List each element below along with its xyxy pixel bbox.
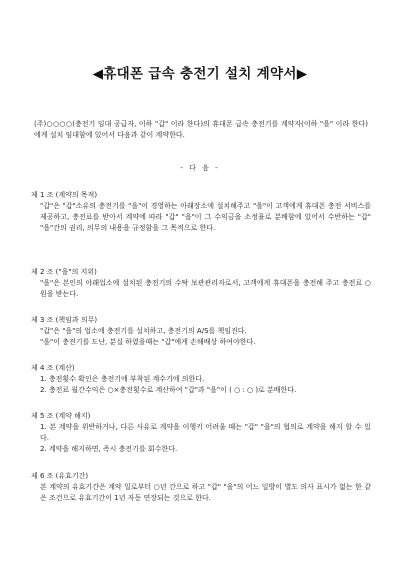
article-3-line-2: "을"이 충전기를 도난, 분실 하였을때는 "갑"에게 손해배상 하여야한다.	[40, 338, 256, 346]
article-3	[31, 315, 371, 348]
article-5	[31, 411, 371, 455]
article-5-heading: 제 5 조 (계약 해지)	[31, 412, 91, 420]
article-1-heading: 제 1 조 (계약의 목적)	[31, 191, 98, 199]
document-title: ◀휴대폰 급속 충전기 설치 계약서▶	[92, 66, 308, 82]
list-item: 1. 본 계약을 위반하거나, 다른 사유로 계약을 이행키 어려울 때는 "갑" "을"의 협의로 계약을 해지 할 수 있다.	[40, 423, 371, 442]
center-heading: - 다 음 -	[180, 164, 220, 172]
article-2	[31, 267, 371, 300]
intro-paragraph	[34, 119, 368, 141]
article-6-body: 본 계약의 유효기간은 계약 일로부터 ○년 간으로 하고 "갑" "을"의 어느 일방이 별도 의사 표시가 없는 한 같은 조건으로 유효기간이 1년 자동 연장되는 것으로 한다.	[40, 483, 371, 502]
article-6	[31, 471, 371, 504]
article-1-body: "갑"은 "갑"소유의 충전기를 "을"이 경영하는 아래장소에 설치해주고 "을"이 고객에게 휴대폰 충전 서비스를 제공하고, 충전료를 받아서 계약에 따라 "갑" "을"이 그 수익금을 소정율로 분배함에 있어서 수반하는 "갑" "을"간의 권리, 의무의 내용을 규정함을 그 목적으로 한다.	[40, 202, 371, 232]
list-item: 1. 충전횟수 확인은 충전기에 부착된 계수기에 의한다.	[40, 375, 205, 383]
list-item: 2. 계약을 해지하면, 즉시 충전기를 회수한다.	[40, 445, 178, 453]
article-2-body: "을"은 본인의 야래업소에 설치된 충전기의 수탁 보관관리자로서, 고객에게 휴대폰을 충전해 주고 충전료 ○원을 받는다.	[40, 279, 371, 298]
article-1	[31, 190, 371, 234]
article-5-list	[40, 422, 371, 455]
article-4	[31, 363, 371, 396]
list-item: 2. 충전료 월간수익은 ○×충전횟수로 계산하여 "갑"과 "을"이 ( ○ : ○ )로 분배한다.	[40, 386, 297, 394]
article-3-line-1: "갑"은 "을"의 업소에 충전기를 설치하고, 충전기의 A/S를 책임진다.	[40, 327, 247, 335]
intro-text: (주)○○○○(충전기 임대 공급자, 이하 "갑" 이라 한다)의 휴대폰 급속 충전기를 계약자(이하 "을" 이라 한다)에게 설치 임대함에 있어서 다음과 같이 계약한다.	[34, 120, 368, 139]
article-6-heading: 제 6 조 (유효기간)	[31, 472, 89, 480]
article-4-list	[40, 374, 371, 396]
article-3-heading: 제 3 조 (책임과 의무)	[31, 316, 98, 324]
article-2-heading: 제 2 조 ("을"의 지위)	[31, 268, 97, 276]
article-4-heading: 제 4 조 (계산)	[31, 364, 75, 372]
